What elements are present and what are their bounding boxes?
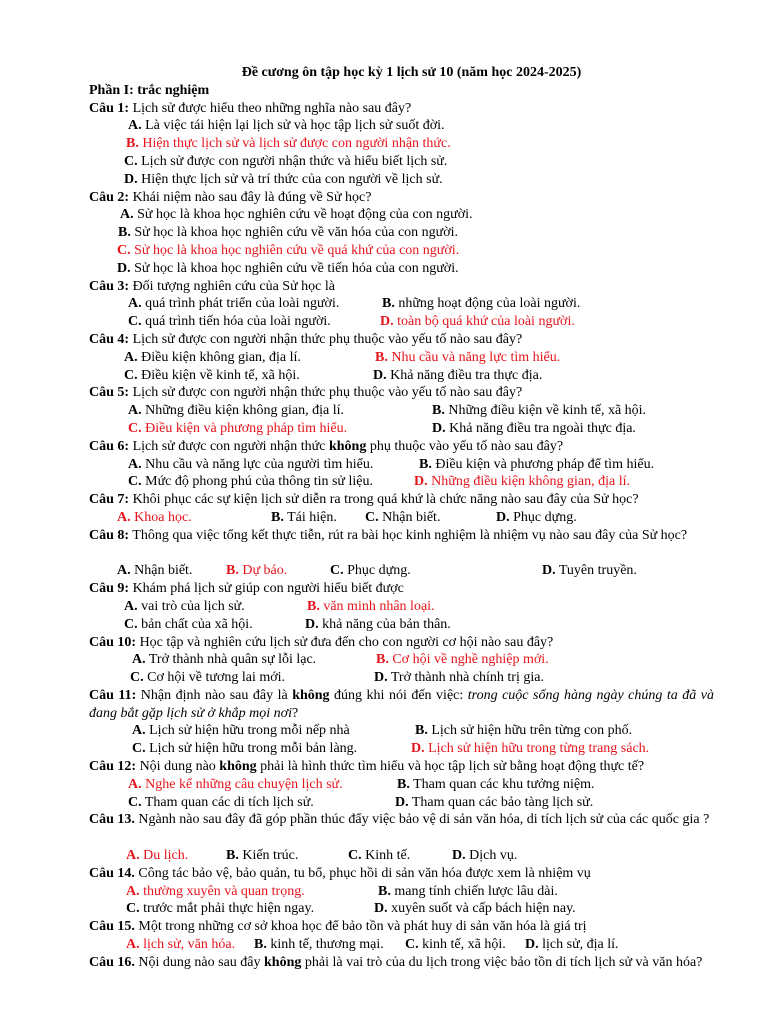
q14-option-b: B. mang tính chiến lược lâu dài. — [378, 883, 558, 899]
q5-option-b: B. Những điều kiện về kinh tế, xã hội. — [432, 403, 647, 419]
q11-option-a: A. Lịch sử hiện hữu trong mỗi nếp nhà — [132, 723, 350, 739]
q13-option-a: A. Du lịch. — [126, 848, 189, 864]
q13-option-d: D. Dịch vụ. — [452, 848, 518, 864]
q8-option-d: D. Tuyên truyền. — [542, 563, 637, 579]
q4-option-b: B. Nhu cầu và năng lực tìm hiểu. — [375, 349, 561, 365]
q1-option-b: B. Hiện thực lịch sử và lịch sử được con người nhận thức. — [126, 136, 451, 152]
q5-option-d: D. Khả năng điều tra ngoài thực địa. — [432, 420, 636, 436]
q9-option-d: D. khả năng của bản thân. — [305, 616, 451, 632]
question-1: Câu 1: Lịch sử được hiểu theo những nghĩa nào sau đây? — [89, 100, 412, 116]
q6-option-d: D. Những điều kiện không gian, địa lí. — [414, 474, 631, 490]
q14-option-a: A. thường xuyên và quan trọng. — [126, 883, 305, 899]
question-9: Câu 9: Khám phá lịch sử giúp con người hiểu biết được — [89, 581, 404, 597]
q2-option-c: C. Sử học là khoa học nghiên cứu về quá khứ của con người. — [117, 242, 460, 258]
q3-option-b: B. những hoạt động của loài người. — [382, 296, 581, 312]
q4-option-a: A. Điều kiện không gian, địa lí. — [124, 349, 301, 365]
q8-option-a: A. Nhận biết. — [117, 563, 193, 579]
q7-option-c: C. Nhận biết. — [365, 509, 441, 525]
q5-option-c: C. Điều kiện và phương pháp tìm hiểu. — [128, 420, 348, 436]
q11-option-c: C. Lịch sử hiện hữu trong mỗi bản làng. — [132, 741, 358, 757]
q12-option-a: A. Nghe kể những câu chuyện lịch sử. — [128, 776, 343, 792]
q6-option-b: B. Điều kiện và phương pháp để tìm hiểu. — [419, 456, 655, 472]
q15-option-d: D. lịch sử, địa lí. — [525, 937, 619, 953]
document-title: Đề cương ôn tập học kỳ 1 lịch sử 10 (năm học 2024-2025) — [241, 65, 582, 80]
q11-option-b: B. Lịch sử hiện hữu trên từng con phố. — [415, 723, 633, 739]
q7-option-d: D. Phục dựng. — [496, 509, 577, 525]
question-3: Câu 3: Đối tượng nghiên cứu của Sử học là — [89, 278, 335, 294]
q13-option-c: C. Kinh tế. — [348, 848, 411, 864]
question-7: Câu 7: Khôi phục các sự kiện lịch sử diễn ra trong quá khứ là chức năng nào sau đây của Sử học? — [89, 492, 639, 508]
q15-option-b: B. kinh tế, thương mại. — [254, 937, 384, 953]
q9-option-c: C. bản chất của xã hội. — [124, 616, 253, 632]
question-16: Câu 16. Nội dung nào sau đây không phải là vai trò của du lịch trong việc bảo tồn di tích lịch sử và văn hóa? — [89, 954, 703, 970]
q2-option-a: A. Sử học là khoa học nghiên cứu về hoạt động của con người. — [120, 207, 473, 223]
q9-option-a: A. vai trò của lịch sử. — [124, 598, 245, 614]
q12-option-d: D. Tham quan các bảo tàng lịch sử. — [395, 794, 594, 810]
q6-option-c: C. Mức độ phong phú của thông tin sử liệu. — [128, 474, 374, 490]
q14-option-d: D. xuyên suốt và cấp bách hiện nay. — [374, 901, 576, 917]
q4-option-c: C. Điều kiện về kinh tế, xã hội. — [124, 367, 300, 383]
question-6: Câu 6: Lịch sử được con người nhận thức không phụ thuộc vào yếu tố nào sau đây? — [89, 438, 564, 454]
q15-option-a: A. lịch sử, văn hóa. — [126, 937, 236, 953]
q3-option-c: C. quá trình tiến hóa của loài người. — [128, 314, 331, 330]
question-14: Câu 14. Công tác bảo vệ, bảo quản, tu bổ, phục hồi di sản văn hóa được xem là nhiệm vụ — [89, 865, 591, 881]
q1-option-c: C. Lịch sử được con người nhận thức và hiểu biết lịch sử. — [124, 153, 448, 169]
exam-document — [89, 64, 714, 989]
q15-option-c: C. kinh tế, xã hội. — [405, 937, 506, 953]
question-2: Câu 2: Khái niệm nào sau đây là đúng về Sử học? — [89, 189, 372, 205]
q1-option-d: D. Hiện thực lịch sử và trí thức của con người về lịch sử. — [124, 171, 443, 187]
question-11: Câu 11: Nhận định nào sau đây là không đúng khi nói đến việc: trong cuộc sống hàng ngày chúng ta đã và đang bắt gặp lịch sử ở khắp mọi nơi? — [89, 687, 714, 721]
section-heading: Phần I: trắc nghiệm — [89, 82, 210, 98]
q5-option-a: A. Những điều kiện không gian, địa lí. — [128, 403, 345, 419]
q14-option-c: C. trước mắt phải thực hiện ngay. — [126, 901, 315, 917]
q3-option-d: D. toàn bộ quá khứ của loài người. — [380, 314, 575, 330]
q11-option-d: D. Lịch sử hiện hữu trong từng trang sách. — [411, 741, 650, 757]
q2-option-d: D. Sử học là khoa học nghiên cứu về tiến hóa của con người. — [117, 260, 459, 276]
question-15: Câu 15. Một trong những cơ sở khoa học để bảo tồn và phát huy di sản văn hóa là giá trị — [89, 919, 587, 935]
q9-option-b: B. văn minh nhân loại. — [307, 598, 435, 614]
q12-option-c: C. Tham quan các di tích lịch sử. — [128, 794, 314, 810]
question-12: Câu 12: Nội dung nào không phải là hình thức tìm hiểu và học tập lịch sử bằng hoạt động thực tế? — [89, 759, 645, 775]
q7-option-a: A. Khoa học. — [117, 509, 192, 525]
question-13: Câu 13. Ngành nào sau đây đã góp phần thúc đẩy việc bảo vệ di sản văn hóa, di tích lịch sử của các quốc gia ? — [89, 812, 710, 828]
q10-option-d: D. Trở thành nhà chính trị gia. — [374, 670, 544, 686]
q10-option-a: A. Trở thành nhà quân sự lỗi lạc. — [132, 652, 317, 668]
q2-option-b: B. Sử học là khoa học nghiên cứu về văn hóa của con người. — [118, 225, 459, 241]
q8-option-b: B. Dự báo. — [226, 563, 288, 579]
q13-option-b: B. Kiến trúc. — [226, 848, 299, 864]
q7-option-b: B. Tái hiện. — [271, 509, 337, 525]
question-10: Câu 10: Học tập và nghiên cứu lịch sử đưa đến cho con người cơ hội nào sau đây? — [89, 634, 554, 650]
q8-option-c: C. Phục dựng. — [330, 563, 411, 579]
question-5: Câu 5: Lịch sử được con người nhận thức phụ thuộc vào yếu tố nào sau đây? — [89, 385, 523, 401]
question-8: Câu 8: Thông qua việc tổng kết thực tiễn, rút ra bài học kinh nghiệm là nhiệm vụ nào sau đây của Sử học? — [89, 527, 688, 543]
q1-option-a: A. Là việc tái hiện lại lịch sử và học tập lịch sử suốt đời. — [128, 118, 445, 134]
q10-option-b: B. Cơ hội về nghề nghiệp mới. — [376, 652, 549, 668]
q12-option-b: B. Tham quan các khu tưởng niệm. — [397, 776, 595, 792]
q4-option-d: D. Khả năng điều tra thực địa. — [373, 367, 543, 383]
q6-option-a: A. Nhu cầu và năng lực của người tìm hiểu. — [128, 456, 374, 472]
q10-option-c: C. Cơ hội về tương lai mới. — [130, 670, 286, 686]
question-4: Câu 4: Lịch sử được con người nhận thức phụ thuộc vào yếu tố nào sau đây? — [89, 331, 523, 347]
q3-option-a: A. quá trình phát triển của loài người. — [128, 296, 340, 312]
